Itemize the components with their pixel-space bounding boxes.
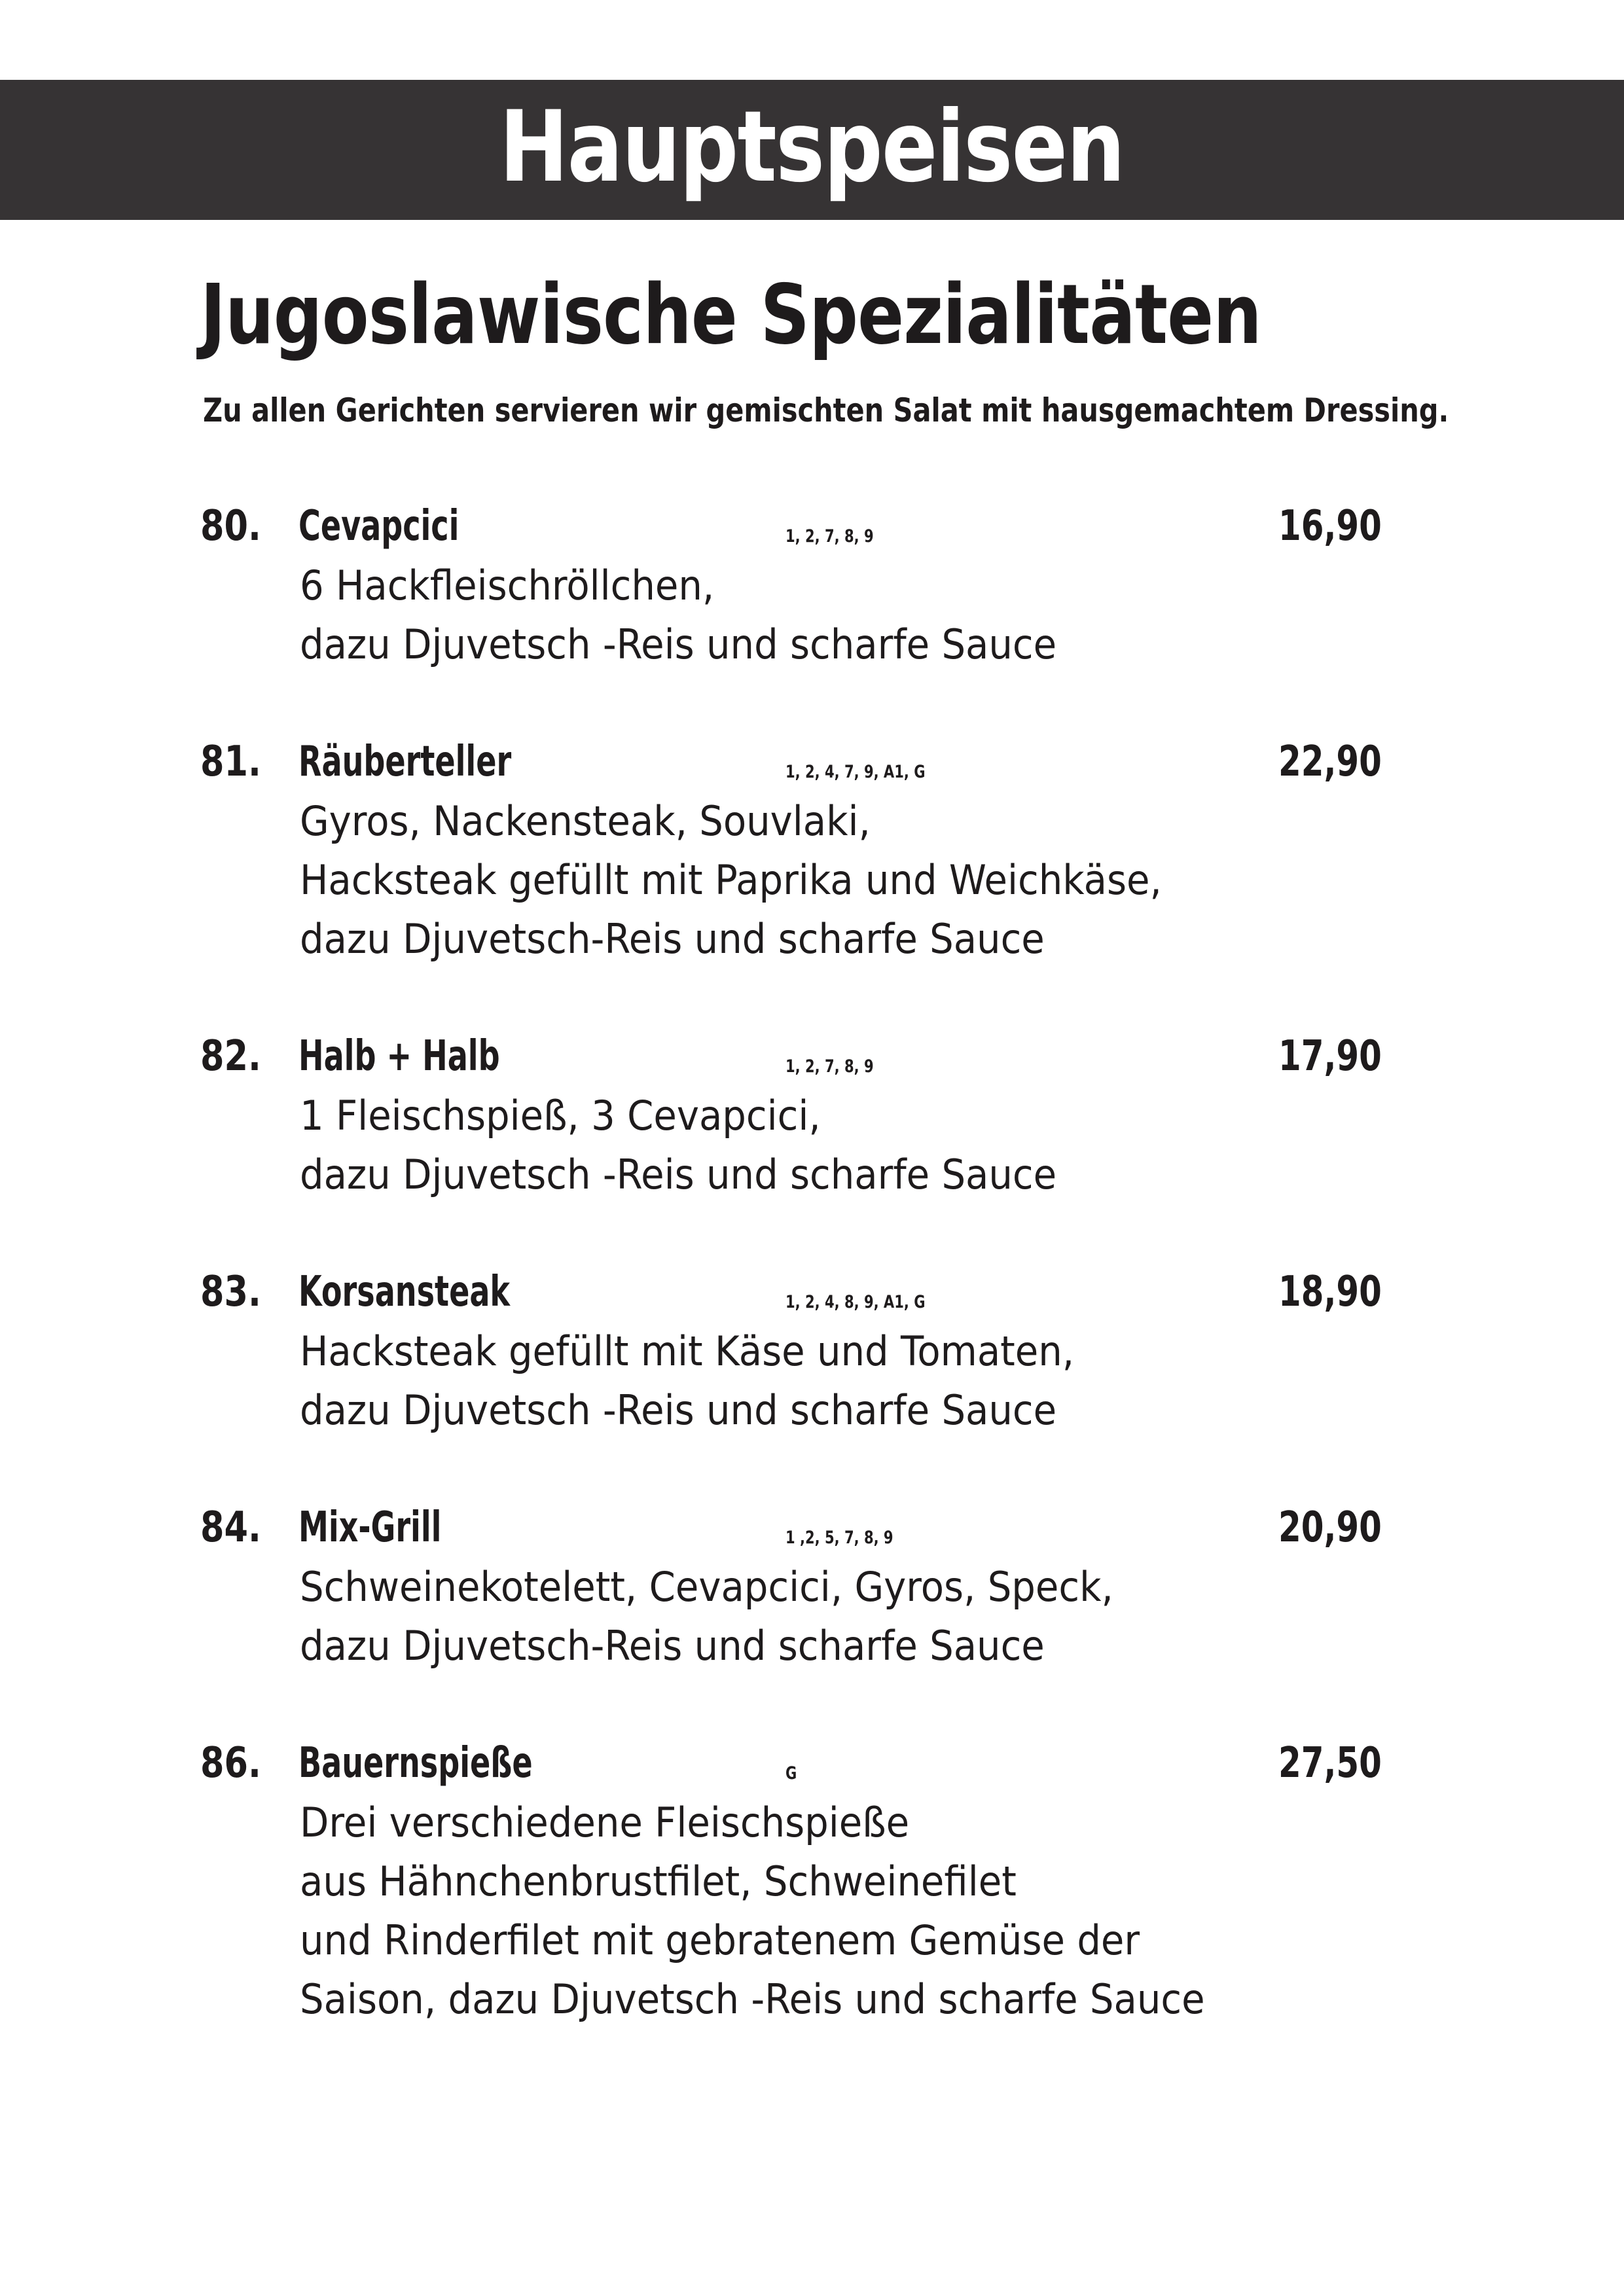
description-line: aus Hähnchenbrustfilet, Schweinefilet xyxy=(300,1857,1017,1905)
item-number: 86. xyxy=(200,1739,261,1787)
description-line: 6 Hackfleischröllchen, xyxy=(300,562,715,609)
item-description xyxy=(300,1322,1074,1440)
item-name: Cevapcici xyxy=(298,502,460,550)
description-line: Gyros, Nackensteak, Souvlaki, xyxy=(300,797,871,845)
item-description xyxy=(300,1558,1113,1676)
item-number: 82. xyxy=(200,1032,261,1081)
description-line: Hacksteak gefüllt mit Paprika und Weichkäse, xyxy=(300,856,1162,904)
item-name: Mix-Grill xyxy=(298,1503,442,1552)
item-price: 27,50 xyxy=(1278,1739,1382,1787)
description-line: dazu Djuvetsch-Reis und scharfe Sauce xyxy=(300,915,1045,963)
item-price: 18,90 xyxy=(1278,1268,1382,1316)
item-allergens: G xyxy=(785,1763,797,1784)
item-name: Räuberteller xyxy=(298,738,512,786)
item-number: 81. xyxy=(200,738,261,786)
item-price: 17,90 xyxy=(1278,1032,1382,1081)
item-description xyxy=(300,1793,1205,2029)
page-title: Hauptspeisen xyxy=(499,90,1125,204)
section-title: Jugoslawische Spezialitäten xyxy=(200,266,1261,363)
item-allergens: 1, 2, 4, 7, 9, A1, G xyxy=(785,762,926,782)
item-price: 20,90 xyxy=(1278,1503,1382,1552)
item-allergens: 1, 2, 7, 8, 9 xyxy=(785,526,874,547)
item-description xyxy=(300,792,1162,969)
item-number: 84. xyxy=(200,1503,261,1552)
item-allergens: 1, 2, 4, 8, 9, A1, G xyxy=(785,1292,926,1312)
item-price: 16,90 xyxy=(1278,502,1382,550)
item-number: 80. xyxy=(200,502,261,550)
item-allergens: 1, 2, 7, 8, 9 xyxy=(785,1056,874,1077)
item-name: Halb + Halb xyxy=(298,1032,500,1081)
description-line: Hacksteak gefüllt mit Käse und Tomaten, xyxy=(300,1327,1075,1375)
description-line: dazu Djuvetsch -Reis und scharfe Sauce xyxy=(300,1386,1057,1434)
item-number: 83. xyxy=(200,1268,261,1316)
description-line: dazu Djuvetsch -Reis und scharfe Sauce xyxy=(300,1151,1057,1198)
item-name: Bauernspieße xyxy=(298,1739,533,1787)
item-description xyxy=(300,1086,1056,1204)
item-allergens: 1 ,2, 5, 7, 8, 9 xyxy=(785,1528,893,1548)
item-name: Korsansteak xyxy=(298,1268,511,1316)
description-line: Schweinekotelett, Cevapcici, Gyros, Speck, xyxy=(300,1563,1113,1611)
description-line: dazu Djuvetsch -Reis und scharfe Sauce xyxy=(300,620,1057,668)
description-line: und Rinderfilet mit gebratenem Gemüse der xyxy=(300,1916,1140,1964)
description-line: Drei verschiedene Fleischspieße xyxy=(300,1799,910,1846)
item-description xyxy=(300,556,1056,674)
item-price: 22,90 xyxy=(1278,738,1382,786)
header-bar xyxy=(0,80,1624,220)
description-line: 1 Fleischspieß, 3 Cevapcici, xyxy=(300,1092,821,1139)
section-subtitle: Zu allen Gerichten servieren wir gemischten Salat mit hausgemachtem Dressing. xyxy=(203,391,1449,429)
description-line: dazu Djuvetsch-Reis und scharfe Sauce xyxy=(300,1622,1045,1670)
description-line: Saison, dazu Djuvetsch -Reis und scharfe Sauce xyxy=(300,1975,1205,2023)
